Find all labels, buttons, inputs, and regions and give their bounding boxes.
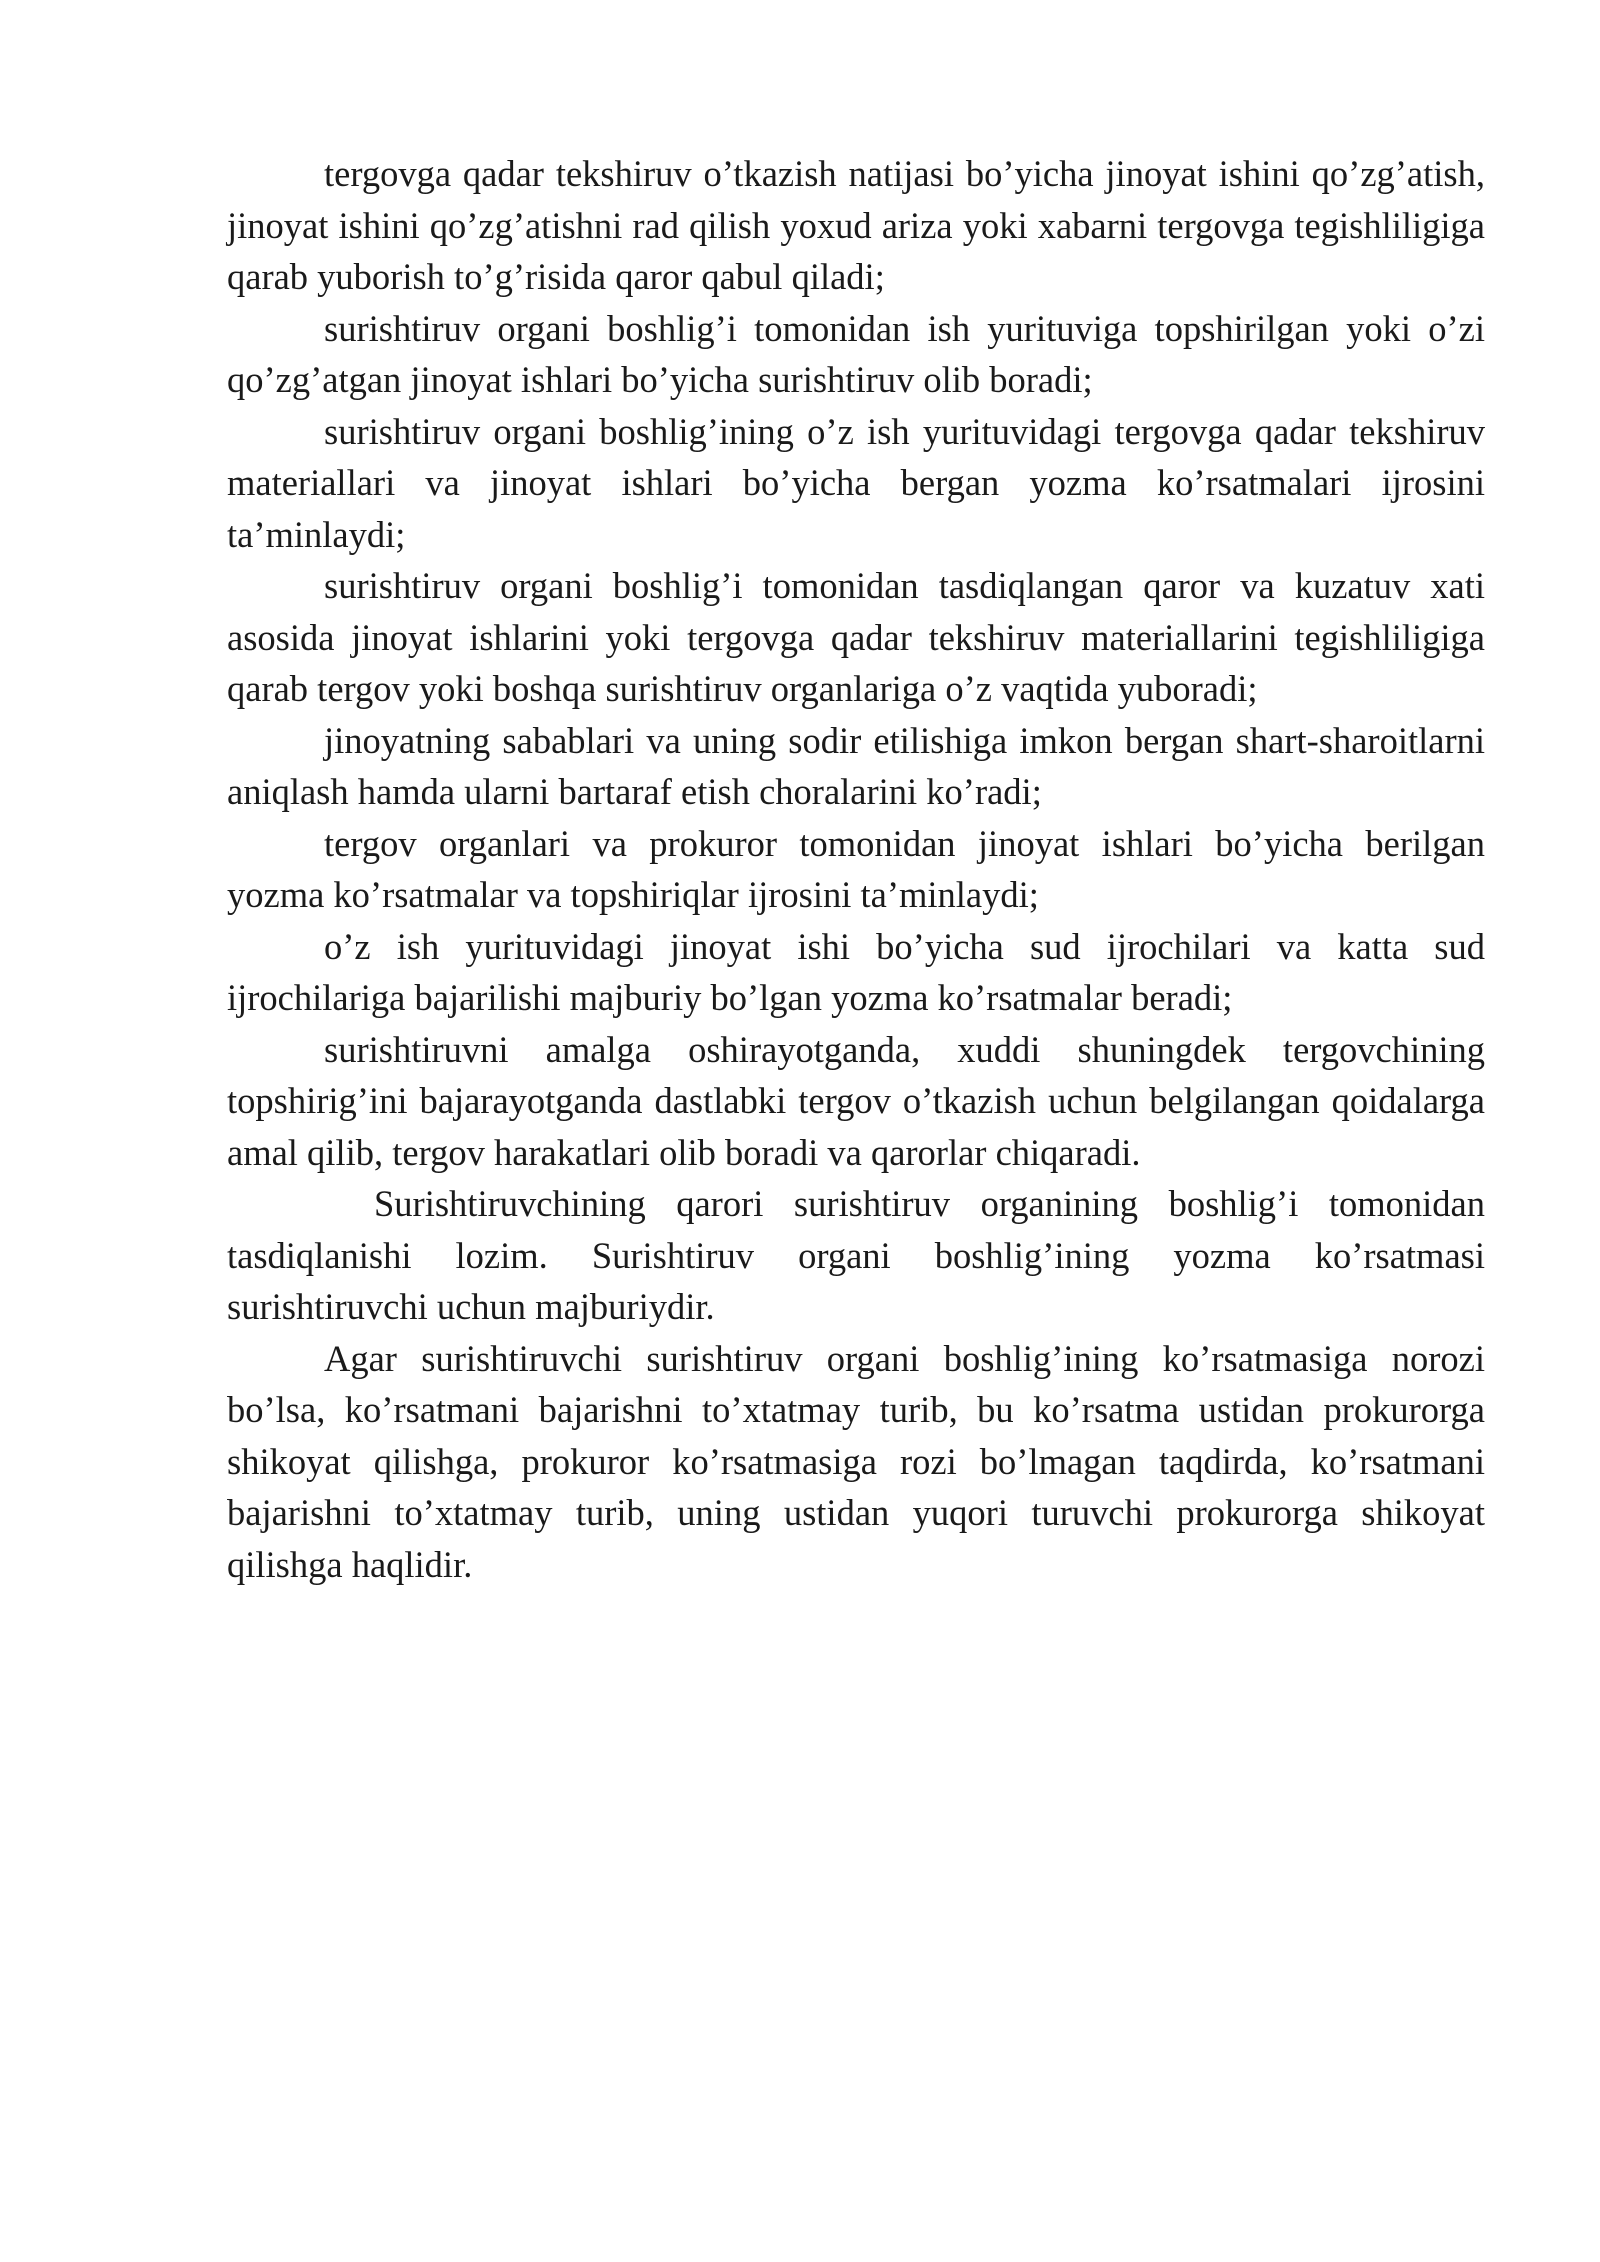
paragraph-9: Surishtiruvchining qarori surishtiruv organining boshlig’i tomonidan tasdiqlanishi lozim. Surishtiruv organi boshlig’ining yozma ko’rsatmasi surishtiruvchi uchun majburiydir. — [227, 1183, 1485, 1327]
document-page — [227, 148, 1485, 1590]
paragraph-2: surishtiruv organi boshlig’i tomonidan ish yurituviga topshirilgan yoki o’zi qo’zg’atgan jinoyat ishlari bo’yicha surishtiruv olib boradi; — [227, 307, 1485, 400]
paragraph-8: surishtiruvni amalga oshirayotganda, xuddi shuningdek tergovchining topshirig’ini bajarayotganda dastlabki tergov o’tkazish uchun belgilangan qoidalarga amal qilib, tergov harakatlari olib boradi va qarorlar chiqaradi. — [227, 1028, 1485, 1173]
paragraph-4: surishtiruv organi boshlig’i tomonidan tasdiqlangan qaror va kuzatuv xati asosida jinoyat ishlarini yoki tergovga qadar tekshiruv materiallarini tegishliligiga qarab tergov yoki boshqa surishtiruv organlariga o’z vaqtida yuboradi; — [227, 565, 1485, 709]
paragraph-5: jinoyatning sabablari va uning sodir etilishiga imkon bergan shart-sharoitlarni aniqlash hamda ularni bartaraf etish choralarini ko’radi; — [227, 719, 1485, 812]
paragraph-6: tergov organlari va prokuror tomonidan jinoyat ishlari bo’yicha berilgan yozma ko’rsatmalar va topshiriqlar ijrosini ta’minlaydi; — [227, 822, 1485, 915]
paragraph-10: Agar surishtiruvchi surishtiruv organi boshlig’ining ko’rsatmasiga norozi bo’lsa, ko’rsatmani bajarishni to’xtatmay turib, bu ko’rsatma ustidan prokurorga shikoyat qilishga, prokuror ko’rsatmasiga rozi bo’lmagan taqdirda, ko’rsatmani bajarishni to’xtatmay turib, uning ustidan yuqori turuvchi prokurorga shikoyat qilishga haqlidir. — [227, 1337, 1485, 1585]
paragraph-3: surishtiruv organi boshlig’ining o’z ish yurituvidagi tergovga qadar tekshiruv materiallari va jinoyat ishlari bo’yicha bergan yozma ko’rsatmalari ijrosini ta’minlaydi; — [227, 410, 1485, 555]
paragraph-7: o’z ish yurituvidagi jinoyat ishi bo’yicha sud ijrochilari va katta sud ijrochilariga bajarilishi majburiy bo’lgan yozma ko’rsatmalar beradi; — [227, 925, 1485, 1018]
paragraph-1: tergovga qadar tekshiruv o’tkazish natijasi bo’yicha jinoyat ishini qo’zg’atish, jinoyat ishini qo’zg’atishni rad qilish yoxud ariza yoki xabarni tergovga tegishliligiga qarab yuborish to’g’risida qaror qabul qiladi; — [227, 153, 1485, 297]
